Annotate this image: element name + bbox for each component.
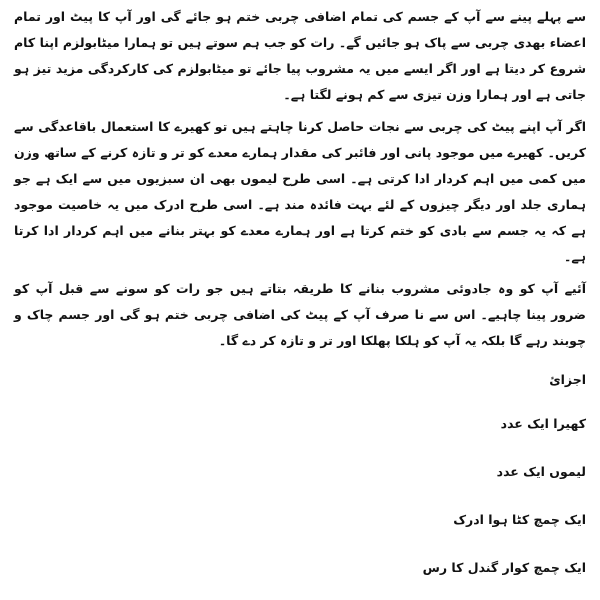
ingredient-item-aloe-vera: ایک چمچ کوار گندل کا رس: [422, 560, 586, 575]
article-paragraph-3: آئیے آپ کو وہ جادوئی مشروب بنانے کا طریقہ بتاتے ہیں جو رات کو سونے سے قبل آپ کو ضرور پینا چاہیے۔ اس سے نا صرف آپ کے پیٹ کی اضافی چربی ختم ہو گی اور جسم چاک و چوبند رہے گا بلکہ یہ آپ کو ہلکا پھلکا اور تر و تازہ کر دے گا۔: [14, 281, 586, 348]
ingredient-item-ginger: ایک چمچ کٹا ہوا ادرک: [453, 512, 586, 527]
ingredient-item-lemon: لیموں ایک عدد: [496, 464, 586, 479]
ingredients-heading: اجزائ: [549, 372, 586, 387]
ingredient-item-cucumber: کھیرا ایک عدد: [500, 416, 586, 431]
article-body: [14, 4, 586, 592]
article-paragraph-1: سے پہلے پینے سے آپ کے جسم کی تمام اضافی چربی ختم ہو جائے گی اور آپ کا پیٹ اور تمام اعضاء بھدی چربی سے پاک ہو جائیں گے۔ رات کو جب ہم سوتے ہیں تو ہمارا میٹابولزم اپنا کام شروع کر دیتا ہے اور اگر ایسے میں یہ مشروب پیا جائے تو میٹابولزم کی کارکردگی مزید تیز ہو جاتی ہے اور ہمارا وزن تیزی سے کم ہونے لگتا ہے۔: [14, 9, 586, 102]
ingredients-list: [14, 400, 586, 592]
article-paragraph-2: اگر آپ اپنے پیٹ کی چربی سے نجات حاصل کرنا چاہتے ہیں تو کھیرے کا استعمال باقاعدگی سے کریں۔ کھیرے میں موجود پانی اور فائبر کی مقدار ہمارے معدے کو تر و تازہ کرنے کے ساتھ وزن میں کمی میں اہم کردار ادا کرتی ہے۔ اسی طرح لیموں بھی ان سبزیوں میں سے ایک ہے جو ہماری جلد اور دیگر چیزوں کے لئے بہت فائدہ مند ہے۔ اسی طرح ادرک میں یہ خاصیت موجود ہے کہ یہ جسم سے بادی کو ختم کرتا ہے اور ہمارے معدے کو بہتر بنانے میں اہم کردار ادا کرتا ہے۔: [14, 119, 586, 264]
